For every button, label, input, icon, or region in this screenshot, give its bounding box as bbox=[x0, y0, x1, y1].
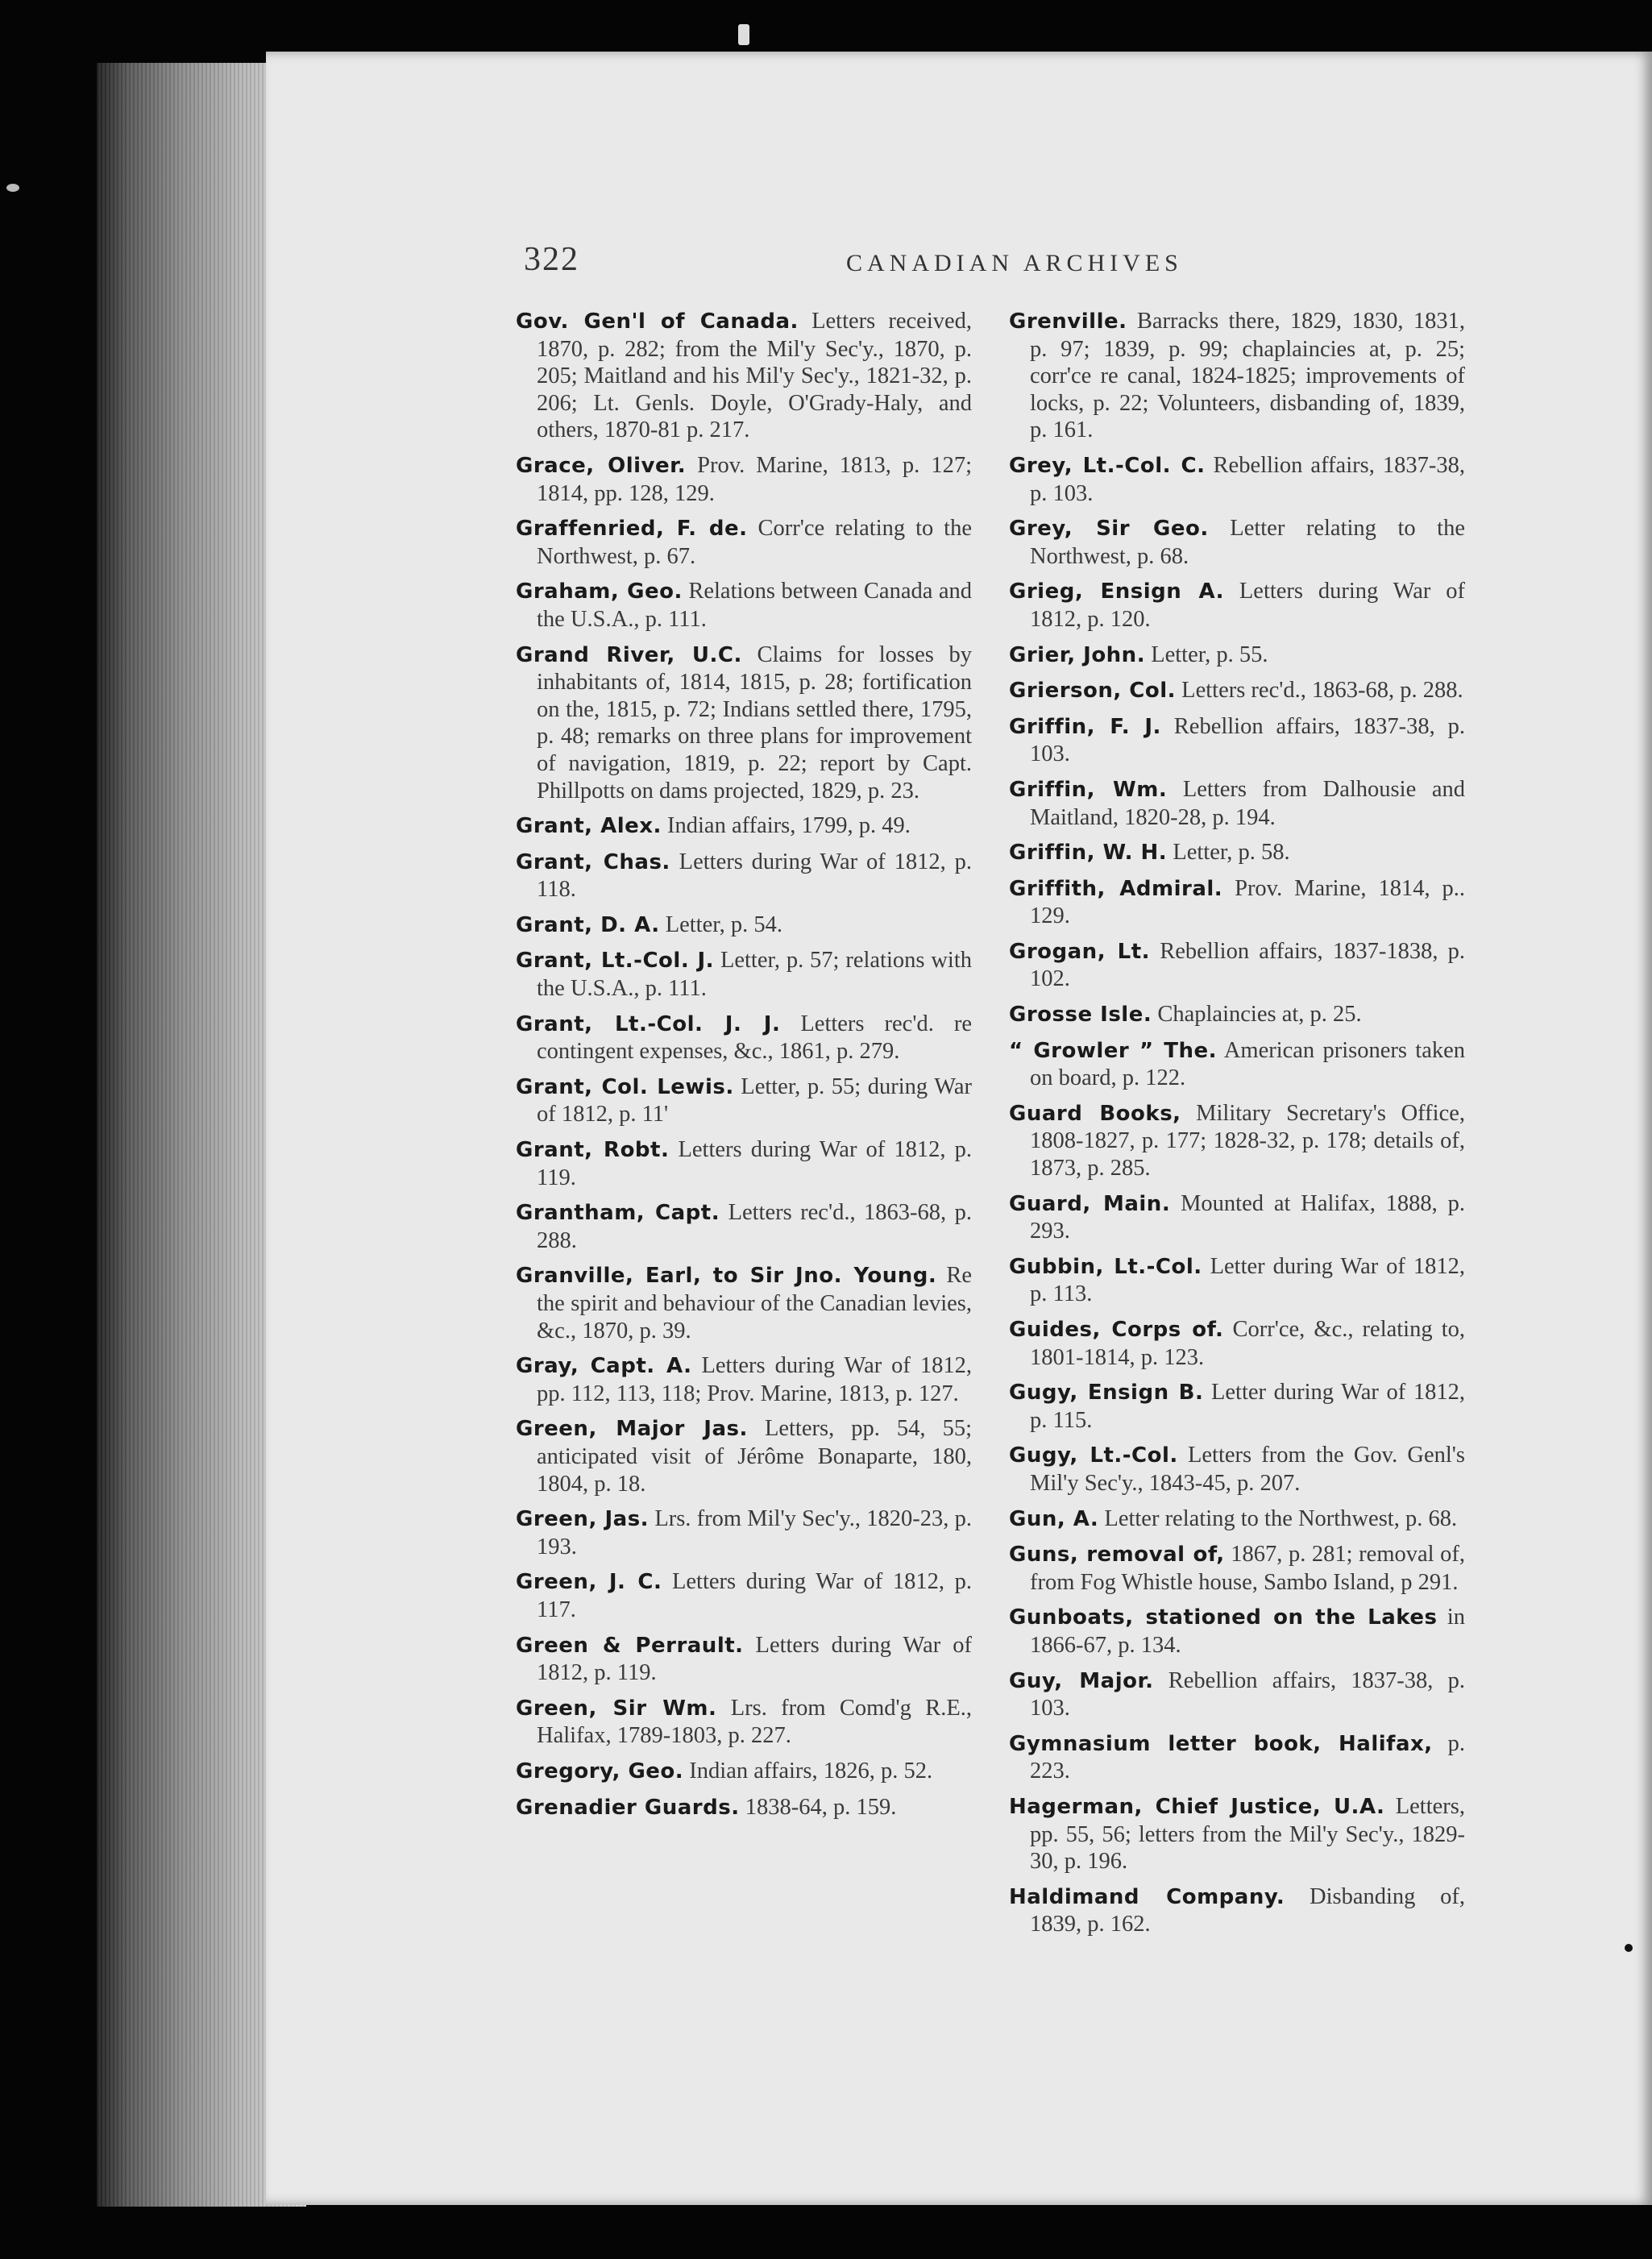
index-entry bbox=[1009, 1001, 1465, 1029]
page-number: 322 bbox=[524, 241, 579, 278]
entry-heading: Green & Perrault. bbox=[516, 1633, 744, 1658]
index-entry bbox=[1009, 1541, 1465, 1596]
entry-heading: Griffin, W. H. bbox=[1009, 841, 1168, 866]
index-entry bbox=[516, 578, 972, 633]
entry-text: Letters during War of 1812, p. 118. bbox=[537, 849, 972, 903]
entry-heading: Grier, John. bbox=[1009, 642, 1146, 667]
index-entry bbox=[516, 515, 972, 570]
entry-heading: Grosse Isle. bbox=[1009, 1003, 1152, 1028]
entry-heading: Grogan, Lt. bbox=[1009, 939, 1151, 964]
index-entry bbox=[1009, 713, 1465, 768]
entry-text: Corr'ce, &c., relating to, 1801-1814, p. 123. bbox=[1030, 1317, 1465, 1370]
index-entry bbox=[516, 1415, 972, 1497]
index-entry bbox=[1009, 452, 1465, 507]
entry-text: Letters rec'd., 1863-68, p. 288. bbox=[537, 1200, 973, 1253]
entry-text: Letter, p. 54. bbox=[665, 911, 782, 937]
index-entry bbox=[1009, 578, 1465, 633]
index-entry bbox=[516, 1011, 972, 1065]
entry-text: American prisoners taken on board, p. 122. bbox=[1030, 1037, 1465, 1091]
entry-text: 1867, p. 281; removal of, from Fog Whistle house, Sambo Island, p 291. bbox=[1030, 1542, 1465, 1595]
index-entry bbox=[516, 1758, 972, 1786]
index-entry bbox=[1009, 308, 1465, 444]
entry-heading: Gray, Capt. A. bbox=[516, 1354, 692, 1379]
entry-heading: Grant, Lt.-Col. J. J. bbox=[516, 1011, 781, 1036]
entry-text: Rebellion affairs, 1837-38, p. 103. bbox=[1030, 452, 1466, 506]
index-entry bbox=[1009, 1316, 1465, 1371]
entry-text: Letter relating to the Northwest, p. 68. bbox=[1104, 1505, 1458, 1531]
entry-heading: Gugy, Ensign B. bbox=[1009, 1381, 1204, 1406]
entry-heading: Gugy, Lt.-Col. bbox=[1009, 1443, 1178, 1468]
entry-text: Re the spirit and behaviour of the Canadian levies, &c., 1870, p. 39. bbox=[537, 1263, 972, 1343]
entry-heading: Haldimand Company. bbox=[1009, 1884, 1285, 1909]
entry-text: Prov. Marine, 1813, p. 127; 1814, pp. 128, 129. bbox=[537, 452, 973, 506]
index-entry bbox=[516, 1794, 972, 1822]
entry-text: Letters during War of 1812, p. 119. bbox=[537, 1137, 973, 1190]
index-entry bbox=[1009, 1730, 1465, 1785]
entry-text: Letters from the Gov. Genl's Mil'y Sec'y., 1843-45, p. 207. bbox=[1030, 1443, 1466, 1496]
index-entry bbox=[516, 1695, 972, 1750]
entry-heading: Guy, Major. bbox=[1009, 1668, 1154, 1693]
index-entry bbox=[516, 308, 972, 444]
index-entry bbox=[1009, 1667, 1465, 1722]
entry-heading: Griffin, F. J. bbox=[1009, 714, 1161, 739]
entry-text: Letter, p. 58. bbox=[1173, 840, 1290, 866]
entry-text: Letters, pp. 55, 56; letters from the Mil'y Sec'y., 1829-30, p. 196. bbox=[1030, 1793, 1465, 1875]
index-entry bbox=[516, 1262, 972, 1344]
entry-text: Letter, p. 55; during War of 1812, p. 11' bbox=[537, 1073, 972, 1127]
entry-text: Letter, p. 57; relations with the U.S.A., p. 111. bbox=[537, 948, 973, 1002]
entry-text: p. 223. bbox=[1030, 1730, 1466, 1784]
entry-heading: Grenville. bbox=[1009, 309, 1127, 334]
index-entry bbox=[516, 849, 972, 903]
entry-heading: Grenadier Guards. bbox=[516, 1795, 740, 1820]
entry-text: 1838-64, p. 159. bbox=[745, 1794, 897, 1820]
index-entry bbox=[516, 1199, 972, 1254]
index-entry bbox=[516, 911, 972, 940]
entry-text: Indian affairs, 1799, p. 49. bbox=[667, 813, 911, 839]
entry-text: Relations between Canada and the U.S.A., p. 111. bbox=[537, 579, 972, 632]
index-entry bbox=[516, 1568, 972, 1623]
entry-heading: Grant, Chas. bbox=[516, 849, 670, 874]
entry-text: Letters, pp. 54, 55; anticipated visit of Jérôme Bonaparte, 180, 1804, p. 18. bbox=[537, 1416, 973, 1497]
index-entry bbox=[516, 947, 972, 1002]
entry-heading: Graffenried, F. de. bbox=[516, 517, 748, 542]
entry-heading: Grieg, Ensign A. bbox=[1009, 579, 1225, 604]
scan-artifact-left bbox=[6, 184, 19, 192]
entry-heading: Grant, Alex. bbox=[516, 814, 662, 839]
entry-text: Letter during War of 1812, p. 115. bbox=[1030, 1380, 1465, 1433]
index-entry bbox=[1009, 1253, 1465, 1308]
entry-heading: Grant, Lt.-Col. J. bbox=[516, 949, 715, 974]
entry-heading: Grey, Lt.-Col. C. bbox=[1009, 453, 1206, 478]
entry-text: Prov. Marine, 1814, p.. 129. bbox=[1030, 875, 1466, 929]
entry-text: Disbanding of, 1839, p. 162. bbox=[1030, 1883, 1465, 1937]
entry-heading: Granville, Earl, to Sir Jno. Young. bbox=[516, 1264, 937, 1289]
entry-heading: Grant, D. A. bbox=[516, 912, 660, 937]
entry-heading: Grand River, U.C. bbox=[516, 642, 742, 667]
scan-artifact-dot bbox=[1625, 1944, 1633, 1952]
entry-heading: Grant, Robt. bbox=[516, 1138, 670, 1163]
entry-heading: Gunboats, stationed on the Lakes bbox=[1009, 1605, 1438, 1630]
index-entry bbox=[1009, 1604, 1465, 1659]
index-entry bbox=[516, 1073, 972, 1128]
entry-heading: Guard Books, bbox=[1009, 1101, 1181, 1126]
entry-text: Lrs. from Comd'g R.E., Halifax, 1789-1803, p. 227. bbox=[537, 1695, 973, 1749]
entry-heading: Hagerman, Chief Justice, U.A. bbox=[1009, 1794, 1385, 1819]
index-entry bbox=[516, 642, 972, 805]
index-column-right bbox=[1009, 308, 1465, 1946]
index-entry bbox=[1009, 1883, 1465, 1938]
index-entry bbox=[1009, 1379, 1465, 1434]
index-entry bbox=[1009, 1190, 1465, 1245]
entry-text: Letters during War of 1812, p. 117. bbox=[537, 1569, 972, 1622]
entry-text: Letters rec'd. re contingent expenses, &c., 1861, p. 279. bbox=[537, 1011, 972, 1065]
entry-text: Claims for losses by inhabitants of, 1814, 1815, p. 28; fortification on the, 1815, p. 72; Indians settled there, 1795, p. 48; remarks on three plans for improvement of navigation, 1819, p. 22; report by Capt. Phillpotts on dams projected, 1829, p. 23. bbox=[537, 642, 973, 804]
entry-heading: Grant, Col. Lewis. bbox=[516, 1074, 734, 1099]
index-entry bbox=[1009, 642, 1465, 670]
entry-heading: “ Growler ” The. bbox=[1009, 1038, 1218, 1063]
entry-text: Military Secretary's Office, 1808-1827, p. 177; 1828-32, p. 178; details of, 1873, p. 285. bbox=[1030, 1100, 1465, 1181]
entry-heading: Guns, removal of, bbox=[1009, 1543, 1225, 1568]
entry-text: Letters during War of 1812, p. 120. bbox=[1030, 579, 1465, 632]
entry-text: Letters during War of 1812, pp. 112, 113, 118; Prov. Marine, 1813, p. 127. bbox=[537, 1353, 973, 1406]
entry-text: Rebellion affairs, 1837-38, p. 103. bbox=[1030, 1667, 1465, 1721]
index-entry bbox=[1009, 1037, 1465, 1092]
entry-heading: Gov. Gen'l of Canada. bbox=[516, 309, 799, 334]
index-entry bbox=[516, 452, 972, 507]
index-entry bbox=[1009, 515, 1465, 570]
index-entry bbox=[516, 812, 972, 841]
entry-heading: Gregory, Geo. bbox=[516, 1759, 684, 1784]
entry-text: Barracks there, 1829, 1830, 1831, p. 97; 1839, p. 99; chaplaincies at, p. 25; corr'ce re canal, 1824-1825; improvements of locks, p. 22; Volunteers, disbanding of, 1839, p. 161. bbox=[1030, 309, 1466, 443]
entry-heading: Guard, Main. bbox=[1009, 1191, 1171, 1216]
index-entry bbox=[1009, 1793, 1465, 1875]
entry-text: Rebellion affairs, 1837-38, p. 103. bbox=[1030, 713, 1466, 767]
entry-heading: Grace, Oliver. bbox=[516, 453, 687, 478]
entry-heading: Green, J. C. bbox=[516, 1570, 662, 1595]
entry-text: Letter during War of 1812, p. 113. bbox=[1030, 1253, 1466, 1307]
entry-text: Lrs. from Mil'y Sec'y., 1820-23, p. 193. bbox=[537, 1506, 972, 1559]
index-entry bbox=[516, 1632, 972, 1687]
entry-text: Letters rec'd., 1863-68, p. 288. bbox=[1181, 678, 1463, 704]
entry-text: Mounted at Halifax, 1888, p. 293. bbox=[1030, 1190, 1466, 1244]
index-entry bbox=[516, 1505, 972, 1560]
entry-text: Letters received, 1870, p. 282; from the Mil'y Sec'y., 1870, p. 205; Maitland and his Mil'y Sec'y., 1821-32, p. 206; Lt. Genls. Doyle, O'Grady-Haly, and others, 1870-81 p. 217. bbox=[537, 309, 973, 443]
entry-text: Letter, p. 55. bbox=[1151, 642, 1268, 667]
entry-heading: Green, Jas. bbox=[516, 1507, 650, 1532]
index-entry bbox=[516, 1352, 972, 1407]
entry-heading: Guides, Corps of. bbox=[1009, 1318, 1224, 1342]
entry-heading: Griffin, Wm. bbox=[1009, 777, 1168, 802]
entry-text: Corr'ce relating to the Northwest, p. 67. bbox=[537, 516, 973, 569]
running-head: CANADIAN ARCHIVES bbox=[846, 250, 1183, 276]
index-entry bbox=[1009, 938, 1465, 993]
index-entry bbox=[1009, 875, 1465, 930]
index-entry bbox=[1009, 839, 1465, 867]
index-entry bbox=[516, 1136, 972, 1191]
index-entry bbox=[1009, 1100, 1465, 1182]
entry-heading: Graham, Geo. bbox=[516, 579, 683, 604]
scan-artifact-top bbox=[738, 24, 749, 45]
entry-heading: Grantham, Capt. bbox=[516, 1201, 720, 1226]
entry-text: Chaplaincies at, p. 25. bbox=[1157, 1002, 1362, 1028]
entry-heading: Gubbin, Lt.-Col. bbox=[1009, 1254, 1202, 1279]
entry-text: Rebellion affairs, 1837-1838, p. 102. bbox=[1030, 938, 1465, 992]
entry-heading: Grey, Sir Geo. bbox=[1009, 517, 1209, 542]
entry-heading: Green, Major Jas. bbox=[516, 1417, 748, 1442]
index-entry bbox=[1009, 677, 1465, 705]
entry-heading: Griffith, Admiral. bbox=[1009, 876, 1223, 901]
entry-text: Letters from Dalhousie and Maitland, 1820-28, p. 194. bbox=[1030, 776, 1466, 830]
entry-text: Letters during War of 1812, p. 119. bbox=[537, 1632, 972, 1686]
index-entry bbox=[1009, 1505, 1465, 1534]
entry-heading: Grierson, Col. bbox=[1009, 679, 1177, 704]
entry-heading: Green, Sir Wm. bbox=[516, 1696, 717, 1721]
index-column-left bbox=[516, 308, 972, 1829]
entry-heading: Gymnasium letter book, Halifax, bbox=[1009, 1731, 1433, 1756]
entry-heading: Gun, A. bbox=[1009, 1506, 1099, 1531]
index-entry bbox=[1009, 776, 1465, 831]
entry-text: Letter relating to the Northwest, p. 68. bbox=[1030, 516, 1465, 569]
entry-text: Indian affairs, 1826, p. 52. bbox=[689, 1758, 933, 1784]
entry-text: in 1866-67, p. 134. bbox=[1030, 1605, 1465, 1658]
index-entry bbox=[1009, 1442, 1465, 1497]
